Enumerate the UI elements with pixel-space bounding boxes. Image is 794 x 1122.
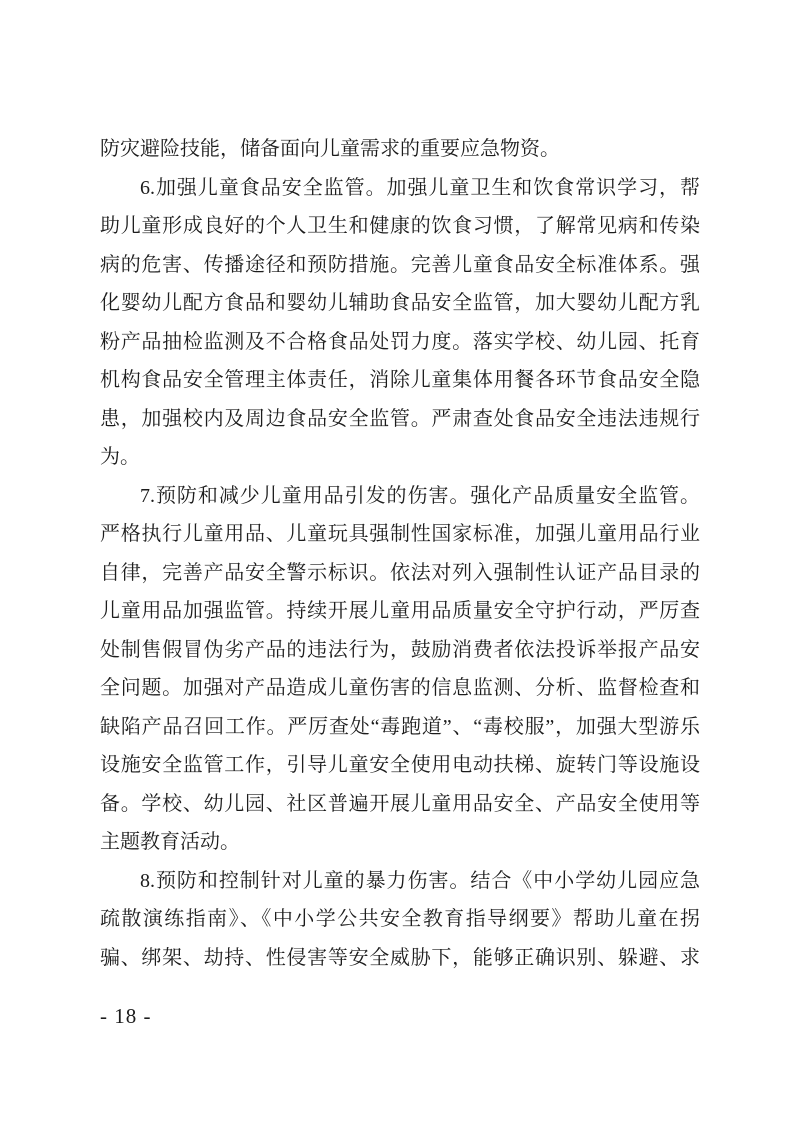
text-line: 为。 (100, 446, 140, 468)
text-line: 骗、绑架、劫持、性侵害等安全威胁下，能够正确识别、躲避、求 (100, 946, 700, 969)
paragraph (100, 862, 700, 978)
text-line: 患，加强校内及周边食品安全监管。严肃查处食品安全违法违规行 (100, 407, 700, 430)
text-line: 自律，完善产品安全警示标识。依法对列入强制性认证产品目录的 (100, 561, 700, 584)
text-line: 化婴幼儿配方食品和婴幼儿辅助食品安全监管，加大婴幼儿配方乳 (100, 292, 700, 314)
text-line: 儿童用品加强监管。持续开展儿童用品质量安全守护行动，严厉查 (100, 600, 700, 622)
text-line: 7.预防和减少儿童用品引发的伤害。强化产品质量安全监管。 (140, 484, 700, 507)
text-line: 缺陷产品召回工作。严厉查处“毒跑道”、“毒校服”，加强大型游乐 (100, 715, 700, 738)
text-line: 全问题。加强对产品造成儿童伤害的信息监测、分析、监督检查和 (100, 677, 700, 699)
text-line: 6.加强儿童食品安全监管。加强儿童卫生和饮食常识学习，帮 (140, 176, 700, 199)
text-line: 助儿童形成良好的个人卫生和健康的饮食习惯，了解常见病和传染 (100, 215, 700, 237)
text-line: 8.预防和控制针对儿童的暴力伤害。结合《中小学幼儿园应急 (140, 869, 700, 892)
text-line: 防灾避险技能，储备面向儿童需求的重要应急物资。 (100, 138, 560, 160)
text-line: 主题教育活动。 (100, 831, 240, 853)
paragraph (100, 477, 700, 862)
paragraph (100, 130, 700, 169)
text-line: 严格执行儿童用品、儿童玩具强制性国家标准，加强儿童用品行业 (100, 523, 700, 545)
text-line: 设施安全监管工作，引导儿童安全使用电动扶梯、旋转门等设施设 (100, 754, 700, 776)
text-line: 备。学校、幼儿园、社区普遍开展儿童用品安全、产品安全使用等 (100, 792, 700, 815)
text-line: 疏散演练指南》、《中小学公共安全教育指导纲要》帮助儿童在拐 (100, 908, 700, 930)
text-line: 粉产品抽检监测及不合格食品处罚力度。落实学校、幼儿园、托育 (100, 330, 700, 353)
text-line: 病的危害、传播途径和预防措施。完善儿童食品安全标准体系。强 (100, 253, 700, 276)
document-body (100, 130, 700, 977)
paragraph (100, 169, 700, 477)
page-number: - 18 - (100, 1004, 152, 1028)
text-line: 机构食品安全管理主体责任，消除儿童集体用餐各环节食品安全隐 (100, 369, 700, 391)
text-line: 处制售假冒伪劣产品的违法行为，鼓励消费者依法投诉举报产品安 (100, 638, 700, 661)
